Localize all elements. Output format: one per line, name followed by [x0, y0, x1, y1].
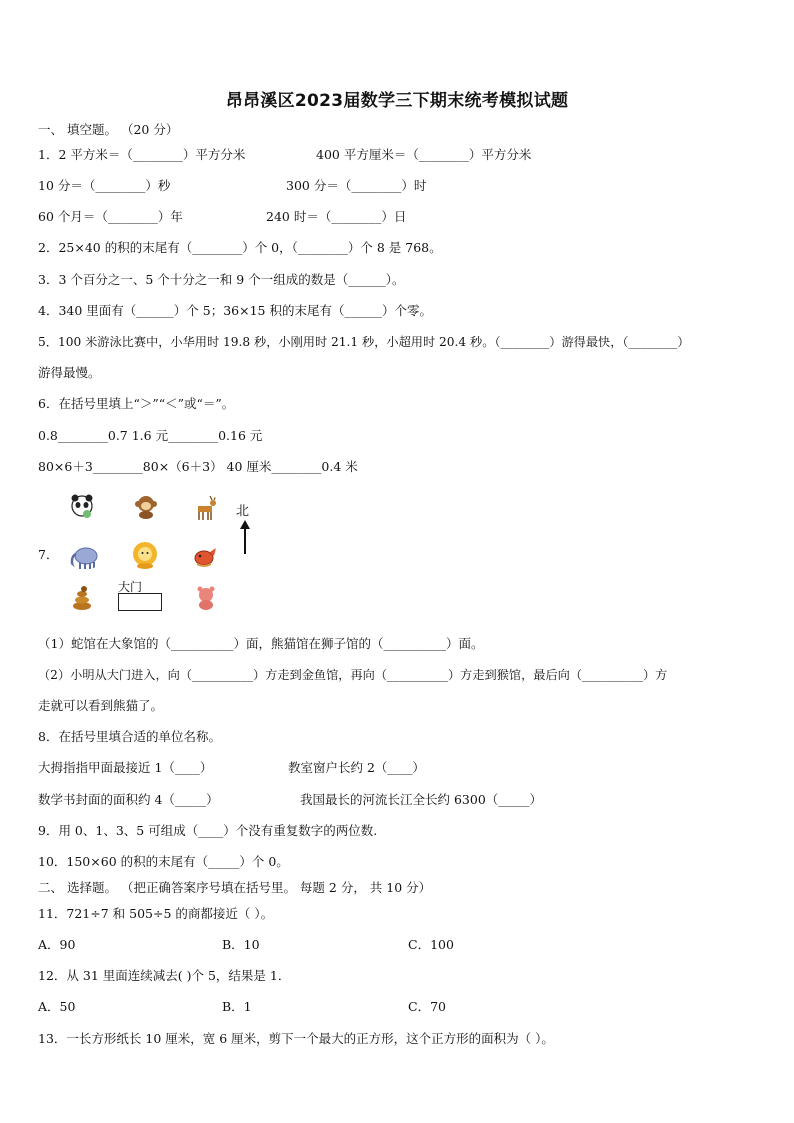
q6: 6．在括号里填上“＞”“＜”或“＝”。 — [38, 396, 235, 411]
q8-a: 大拇指指甲面最接近 1（____） — [38, 760, 213, 775]
q1-d: 300 分＝（________）时 — [286, 178, 427, 193]
elephant-icon — [68, 542, 102, 570]
monkey-icon — [132, 492, 160, 520]
section-1-heading: 一、 填空题。 （20 分） — [38, 122, 179, 137]
q7-part2-line2: 走就可以看到熊猫了。 — [38, 698, 164, 713]
q12: 12．从 31 里面连续减去( )个 5，结果是 1． — [38, 968, 291, 983]
q12-option-c: C．70 — [408, 999, 446, 1014]
q1-b: 400 平方厘米＝（________）平方分米 — [316, 147, 532, 162]
q7-part1: （1）蛇馆在大象馆的（__________）面，熊猫馆在狮子馆的（__________）面。 — [38, 636, 484, 651]
q3: 3．3 个百分之一、5 个十分之一和 9 个一组成的数是（______）。 — [38, 272, 405, 287]
q1-a: 1．2 平方米＝（________）平方分米 — [38, 147, 246, 162]
gate-label: 大门 — [118, 580, 143, 594]
q10: 10．150×60 的积的末尾有（_____）个 0。 — [38, 854, 289, 869]
panda-icon — [68, 492, 96, 520]
q5-line1: 5．100 米游泳比赛中，小华用时 19.8 秒，小刚用时 21.1 秒，小超用时 20.4 秒。（________）游得最快，（________） — [38, 335, 690, 349]
section-2-heading: 二、 选择题。 （把正确答案序号填在括号里。 每题 2 分， 共 10 分） — [38, 880, 432, 895]
q11-option-b: B．10 — [222, 937, 260, 952]
q11-option-a: A．90 — [38, 937, 76, 952]
q7-number: 7． — [38, 547, 59, 562]
q5-line2: 游得最慢。 — [38, 365, 101, 380]
q8-b: 教室窗户长约 2（____） — [288, 760, 425, 775]
q1-e: 60 个月＝（________）年 — [38, 209, 183, 224]
q9: 9．用 0、1、3、5 可组成（____）个没有重复数字的两位数. — [38, 823, 378, 838]
north-label: 北 — [236, 504, 250, 519]
goldfish-icon — [190, 542, 218, 570]
q8-d: 我国最长的河流长江全长约 6300（_____） — [300, 792, 543, 807]
q8: 8．在括号里填合适的单位名称。 — [38, 729, 221, 744]
q6-row1: 0.8________0.7 1.6 元________0.16 元 — [38, 428, 263, 443]
q6-row2: 80×6＋3________80×（6＋3） 40 厘米________0.4 米 — [38, 459, 358, 474]
lion-icon — [130, 540, 160, 570]
q4: 4．340 里面有（______）个 5；36×15 积的末尾有（______）个零。 — [38, 303, 432, 318]
q12-option-b: B．1 — [222, 999, 252, 1014]
q2: 2．25×40 的积的末尾有（________）个 0，（________）个 8 是 768。 — [38, 240, 442, 255]
snake-icon — [68, 584, 96, 612]
q7-part2-line1: （2）小明从大门进入，向（__________）方走到金鱼馆，再向（__________）方走到猴馆，最后向（__________）方 — [38, 668, 668, 682]
bear-icon — [192, 584, 220, 612]
q1-f: 240 时＝（________）日 — [266, 209, 407, 224]
page-title: 昂昂溪区2023届数学三下期末统考模拟试题 — [225, 91, 569, 111]
deer-icon — [192, 494, 220, 522]
q11-option-c: C．100 — [408, 937, 454, 952]
q8-c: 数学书封面的面积约 4（_____） — [38, 792, 219, 807]
q13: 13．一长方形纸长 10 厘米，宽 6 厘米，剪下一个最大的正方形，这个正方形的面积为（ ）。 — [38, 1031, 554, 1046]
gate-box — [118, 593, 162, 611]
north-arrow-icon — [244, 526, 246, 554]
q12-option-a: A．50 — [38, 999, 76, 1014]
q11: 11．721÷7 和 505÷5 的商都接近（ ）。 — [38, 906, 274, 921]
q1-c: 10 分＝（________）秒 — [38, 178, 171, 193]
